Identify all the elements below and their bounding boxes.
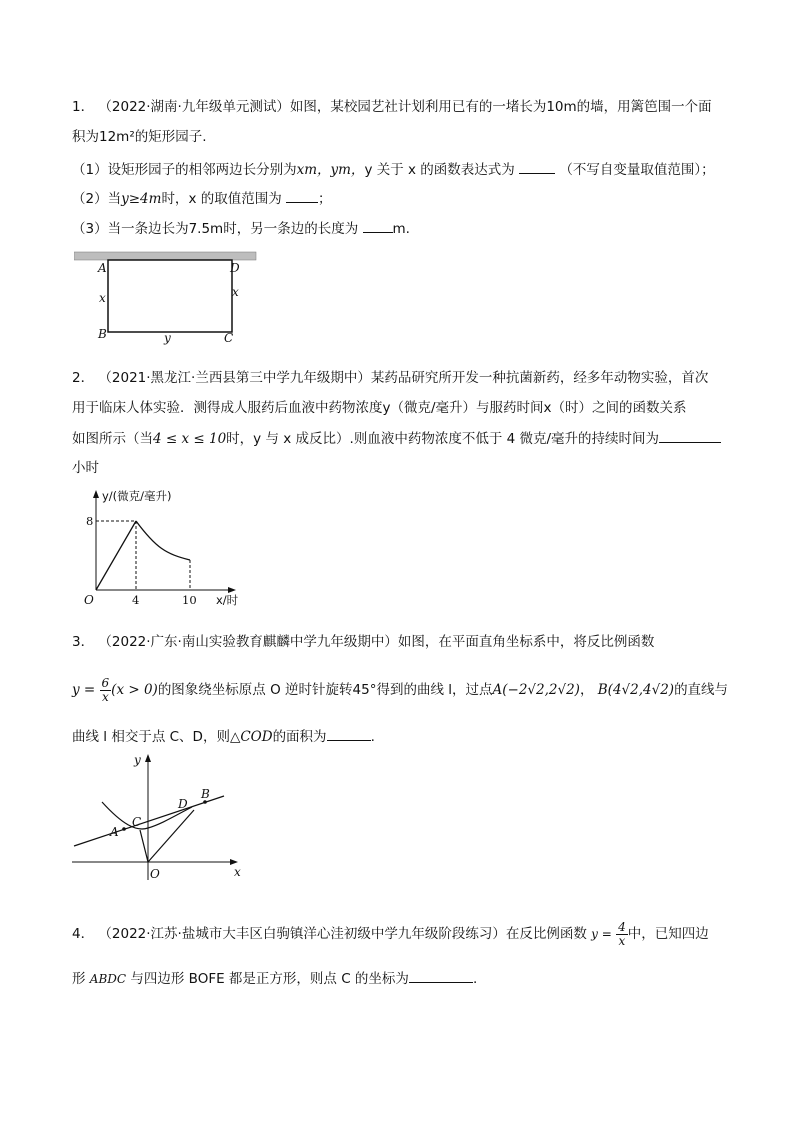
label-x-left: x	[99, 291, 106, 305]
q3-text-1: 如图，在平面直角坐标系中，将反比例函数	[397, 634, 655, 650]
q2-line4	[72, 458, 99, 478]
q4-quad: ABDC	[89, 972, 127, 986]
q2-xlabel: x/时	[216, 593, 239, 607]
q2-line2	[72, 398, 687, 418]
q1-part2-answer-blank[interactable]	[286, 188, 318, 203]
q3-func-cond: (x > 0)	[111, 682, 158, 698]
q3-segment-OC	[140, 830, 148, 862]
q1-number: 1．	[72, 99, 95, 115]
q3-triangle: △COD	[229, 729, 273, 745]
q1-part2-text-d: x 的取值范围为	[188, 191, 282, 207]
q2-text-2c: x（时）之间的函数关系	[543, 400, 687, 416]
q1-part1-text-d: （不写自变量取值范围）；	[559, 162, 715, 178]
q1-line1	[72, 97, 712, 117]
q2-source: （2021·黑龙江·兰西县第三中学九年级期中）	[98, 370, 371, 386]
q3-y-arrow	[145, 754, 151, 762]
q1-part1-vars: xm，ym，	[296, 162, 365, 178]
q2-answer-blank[interactable]	[659, 428, 721, 443]
q3-dot-A	[122, 827, 126, 831]
q3-label-x: x	[234, 865, 241, 879]
q1-part2	[72, 188, 332, 209]
q3-line1	[72, 632, 654, 652]
q4-text-2c: .	[472, 971, 478, 987]
label-y: y	[164, 331, 171, 345]
q3-label-C: C	[132, 815, 142, 829]
q1-part1-text-c: y 关于 x 的函数表达式为	[364, 162, 515, 178]
q1-source: （2022·湖南·九年级单元测试）	[98, 99, 290, 115]
q3-line2	[72, 676, 728, 704]
q2-text-3a: 如图所示（当	[72, 431, 153, 447]
q4-func-y: y =	[591, 927, 612, 941]
q3-figure	[66, 752, 256, 886]
q2-origin: O	[84, 593, 94, 607]
q2-text-2b: y（微克/毫升）与服药时间	[382, 400, 544, 416]
q4-answer-blank[interactable]	[409, 968, 473, 983]
q4-func-fraction	[616, 921, 628, 948]
q3-line3	[72, 726, 375, 747]
q3-text-2c: 的直线与	[674, 682, 729, 698]
q2-tick-10: 10	[182, 593, 197, 607]
q2-figure	[70, 484, 270, 610]
q1-part2-text-e: ；	[318, 191, 332, 207]
q2-y-arrow	[93, 490, 99, 498]
q2-line1	[72, 368, 708, 388]
q3-func-fraction	[100, 677, 112, 704]
q3-func-den: x	[101, 689, 109, 704]
q1-text-2: 积为12m²的矩形园子.	[72, 129, 207, 145]
q1-part3-answer-blank[interactable]	[363, 218, 393, 233]
q2-inverse-curve	[136, 521, 190, 560]
label-B: B	[98, 327, 107, 341]
q3-text-2a: 的图象绕坐标原点 O 逆时针旋转45°得到的曲线 l，过点	[157, 682, 493, 698]
q1-part3-text-b: m.	[392, 221, 410, 237]
q3-label-D: D	[178, 797, 188, 811]
q4-text-2b: 与四边形 BOFE 都是正方形，则点 C 的坐标为	[130, 971, 409, 987]
garden-rectangle	[108, 260, 232, 332]
q3-label-y: y	[134, 753, 141, 767]
label-D: D	[230, 261, 240, 275]
wall	[74, 252, 256, 260]
q4-source: （2022·江苏·盐城市大丰区白驹镇洋心洼初级中学九年级阶段练习）	[98, 926, 506, 942]
q3-func-num: 6	[101, 675, 110, 690]
q1-part2-text-c: 时，	[161, 191, 189, 207]
q2-tick-8: 8	[86, 514, 94, 528]
label-x-right: x	[232, 285, 239, 299]
q1-part3-text-a: （3）当一条边长为7.5m时，另一条边的长度为	[72, 221, 359, 237]
q3-text-3b: 的面积为	[272, 729, 327, 745]
q4-text-2a: 形	[72, 971, 86, 987]
q2-line3	[72, 428, 721, 449]
q4-text-1b: 在反比例函数	[505, 926, 587, 942]
q2-text-3c: 时，y 与 x 成反比）.则血液中药物浓度不低于 4 微克/毫升的持续时间为	[226, 431, 660, 447]
q3-answer-blank[interactable]	[327, 726, 371, 741]
q1-part1-text-a: （1）设矩形园子的相邻两边长分别为	[72, 162, 297, 178]
q2-text-4: 小时	[72, 460, 99, 476]
q2-tick-4: 4	[132, 593, 140, 607]
q3-number: 3．	[72, 634, 95, 650]
q3-text-2b: ，	[579, 682, 594, 698]
q4-func-den: x	[618, 933, 626, 948]
q1-text-1: 如图，某校园艺社计划利用已有的一堵长为10m的墙，用篱笆围一个面	[289, 99, 712, 115]
q3-func-y: y =	[72, 682, 96, 698]
q2-condition: 4 ≤ x ≤ 10	[153, 431, 227, 447]
q1-part2-cond: y≥4m	[121, 191, 162, 207]
q2-rising-line	[96, 521, 136, 590]
q2-number: 2．	[72, 370, 95, 386]
q1-figure	[74, 250, 260, 346]
q4-number: 4．	[72, 926, 95, 942]
q1-line2	[72, 127, 207, 147]
label-A: A	[98, 261, 107, 275]
q3-source: （2022·广东·南山实验教育麒麟中学九年级期中）	[98, 634, 398, 650]
q3-label-A: A	[110, 825, 119, 839]
q3-label-B: B	[201, 787, 210, 801]
q1-part3	[72, 218, 410, 239]
q4-line1	[72, 920, 709, 948]
q2-text-2a: 用于临床人体实验．测得成人服药后血液中药物浓度	[72, 400, 383, 416]
q3-line-AB	[74, 796, 224, 846]
q1-part1	[72, 159, 715, 180]
q4-func-num: 4	[618, 919, 626, 934]
q3-point-B: B(4√2,4√2)	[597, 682, 675, 698]
q4-text-1c: 中，已知四边	[627, 926, 709, 942]
q4-line2	[72, 968, 477, 989]
label-C: C	[224, 331, 234, 345]
q3-text-3a: 曲线 l 相交于点 C、D，则	[72, 729, 230, 745]
q2-ylabel: y/(微克/毫升)	[102, 489, 172, 503]
q1-part2-text-a: （2）当	[72, 191, 122, 207]
q3-text-3c: .	[370, 729, 375, 745]
q2-text-1: 某药品研究所开发一种抗菌新药，经多年动物实验，首次	[370, 370, 709, 386]
q1-part1-answer-blank[interactable]	[519, 159, 555, 174]
q3-label-O: O	[150, 867, 160, 881]
q3-point-A: A(−2√2,2√2)	[492, 682, 580, 698]
